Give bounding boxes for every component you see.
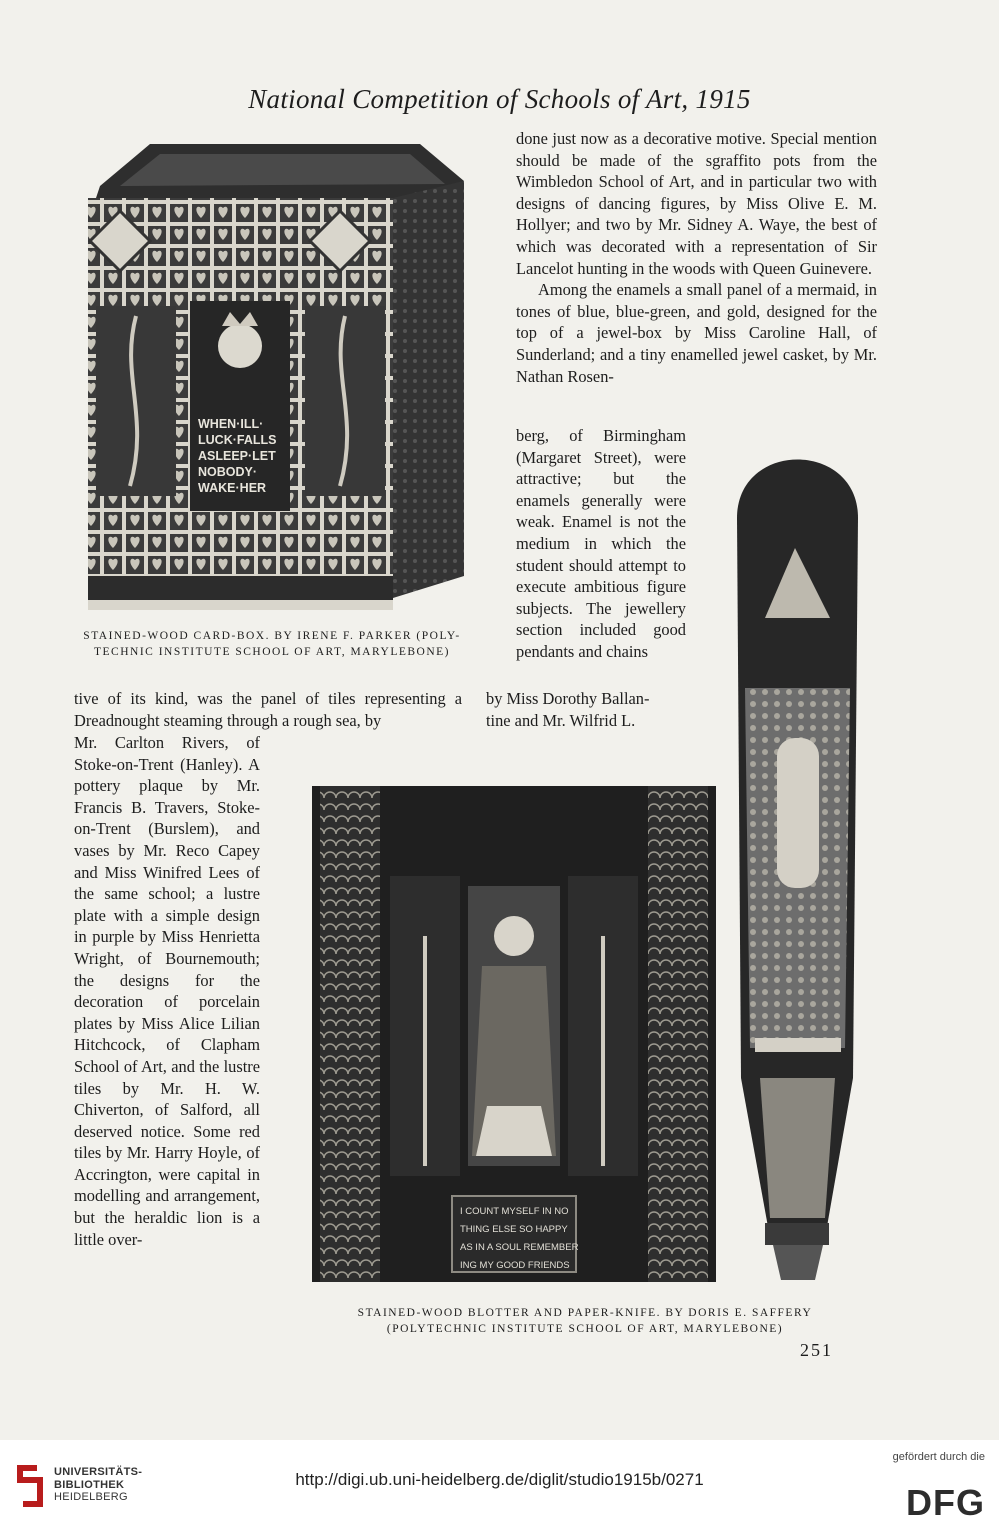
svg-text:NOBODY·: NOBODY· bbox=[198, 465, 258, 479]
paragraph: Mr. Carlton Rivers, of Stoke-on-Trent (Hanley). A pottery plaque by Mr. Francis B. Travers, Stoke-on-Trent (Burslem), and vases by Mr. Reco Capey and Miss Winifred Lees of the same school; a lustre plate with a simple design in purple by Miss Henrietta Wright, of Bournemouth; the designs for the decoration of porcelain plates by Miss Alice Lilian Hitchcock, of Clapham School of Art, and the lustre tiles by Mr. H. W. Chiverton, of Salford, all deserved notice. Some red tiles by Mr. Harry Hoyle, of Accrington, were capital in modelling and arrangement, but the heraldic lion is a little over- bbox=[74, 733, 260, 1249]
paragraph: tive of its kind, was the panel of tiles representing a Dreadnought steaming through a rough sea, by bbox=[74, 689, 462, 730]
text-column-right-narrow bbox=[516, 425, 686, 663]
caption-line: STAINED-WOOD CARD-BOX. BY IRENE F. PARKER (POLY- bbox=[83, 630, 461, 642]
svg-text:I COUNT MYSELF IN NO: I COUNT MYSELF IN NO bbox=[460, 1206, 569, 1217]
blotter-illustration bbox=[312, 786, 716, 1282]
card-box-caption bbox=[62, 628, 482, 660]
text-line: by Miss Dorothy Ballan- bbox=[486, 689, 650, 708]
text-line: tine and Mr. Wilfrid L. bbox=[486, 710, 636, 730]
svg-text:AS IN A SOUL REMEMBER: AS IN A SOUL REMEMBER bbox=[460, 1242, 579, 1253]
permalink-url[interactable]: http://digi.ub.uni-heidelberg.de/diglit/studio1915b/0271 bbox=[295, 1470, 704, 1489]
card-box-illustration bbox=[80, 136, 465, 621]
text-column-right-top bbox=[516, 128, 877, 387]
caption-line: (POLYTECHNIC INSTITUTE SCHOOL OF ART, MARYLEBONE) bbox=[386, 1323, 784, 1335]
page-number: 251 bbox=[800, 1340, 833, 1360]
blotter-caption bbox=[330, 1305, 840, 1337]
library-name-line: UNIVERSITÄTS- bbox=[54, 1466, 143, 1478]
svg-text:ASLEEP·LET: ASLEEP·LET bbox=[198, 449, 276, 463]
paragraph: Among the enamels a small panel of a mermaid, in tones of blue, blue-green, and gold, designed for the top of a jewel-box by Miss Caroline Hall, of Sunderland; and a tiny enamelled jewel casket, by Mr. Nathan Rosen- bbox=[516, 280, 877, 386]
text-column-left-narrow bbox=[74, 732, 260, 1250]
svg-text:LUCK·FALLS: LUCK·FALLS bbox=[198, 433, 277, 447]
paragraph: done just now as a decorative motive. Special mention should be made of the sgraffito pots from the Wimbledon School of Art, and in particular two with designs of dancing figures, by Miss Olive E. M. Hollyer; and two by Mr. Sidney A. Waye, the best of which was decorated with a representation of Sir Lancelot hunting in the woods with Queen Guinevere. bbox=[516, 129, 877, 278]
library-name-line: BIBLIOTHEK bbox=[54, 1478, 125, 1491]
svg-text:WHEN·ILL·: WHEN·ILL· bbox=[198, 417, 264, 431]
svg-text:WAKE·HER: WAKE·HER bbox=[198, 481, 267, 495]
dfg-logo: DFG bbox=[906, 1482, 985, 1523]
paper-knife-illustration bbox=[735, 458, 860, 1283]
svg-text:ING MY GOOD FRIENDS: ING MY GOOD FRIENDS bbox=[460, 1260, 570, 1271]
svg-text:THING ELSE SO HAPPY: THING ELSE SO HAPPY bbox=[460, 1224, 568, 1235]
caption-line: STAINED-WOOD BLOTTER AND PAPER-KNIFE. BY DORIS E. SAFFERY bbox=[357, 1307, 813, 1319]
caption-line: TECHNIC INSTITUTE SCHOOL OF ART, MARYLEBONE) bbox=[94, 646, 450, 658]
footer-bar bbox=[0, 1440, 999, 1533]
funding-label: gefördert durch die bbox=[892, 1451, 985, 1463]
paragraph: berg, of Birmingham (Margaret Street), were attractive; but the enamels generally were weak. Enamel is not the medium in which the student should attempt to execute ambitious figure subjects. The jewellery section included good pendants and chains bbox=[516, 426, 686, 661]
text-column-left-wide bbox=[74, 688, 462, 731]
text-column-right-continued bbox=[486, 688, 686, 731]
library-name-line: HEIDELBERG bbox=[54, 1491, 128, 1503]
running-header: National Competition of Schools of Art, 1915 bbox=[248, 84, 751, 114]
